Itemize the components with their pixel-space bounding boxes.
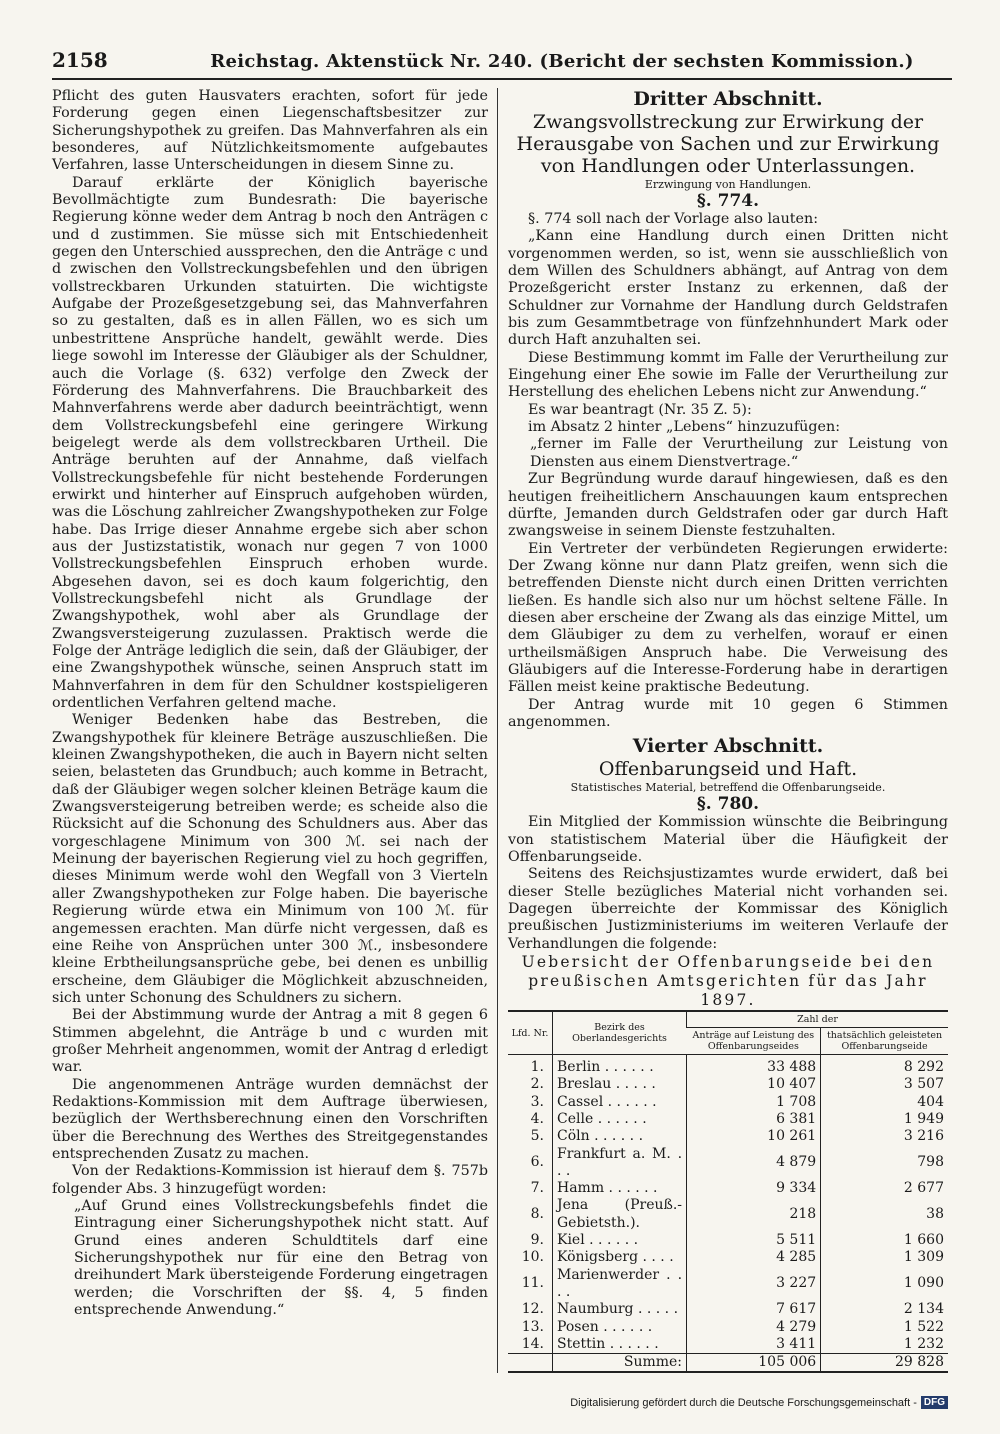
applications-cell: 4 285 [687, 1249, 821, 1266]
sum-applications: 105 006 [687, 1354, 821, 1373]
applications-cell: 218 [687, 1197, 821, 1232]
oaths-cell: 1 090 [821, 1267, 948, 1302]
table-row [508, 1055, 948, 1077]
district-cell: Jena (Preuß.-Gebietsth.). [553, 1197, 687, 1232]
district-cell: Kiel . . . . . . [553, 1232, 687, 1249]
district-cell: Celle . . . . . . [553, 1111, 687, 1128]
footer [570, 1396, 948, 1409]
paragraph-heading: §. 774. [696, 191, 760, 211]
table-row [508, 1128, 948, 1145]
applications-cell: 10 407 [687, 1076, 821, 1093]
column-header-bezirk: Bezirk des Oberlandesgerichts [553, 1011, 687, 1055]
table-row [508, 1232, 948, 1249]
oaths-cell: 3 216 [821, 1128, 948, 1145]
applications-cell: 6 381 [687, 1111, 821, 1128]
district-cell: Königsberg . . . . [553, 1249, 687, 1266]
paragraph-heading: §. 780. [696, 794, 760, 815]
district-cell: Hamm . . . . . . [553, 1180, 687, 1197]
sum-oaths: 29 828 [821, 1354, 948, 1373]
oaths-cell: 1 660 [821, 1232, 948, 1249]
footer-text: Digitalisierung gefördert durch die Deutsche Forschungsgemeinschaft - [570, 1396, 917, 1409]
row-number-cell: 14. [521, 1335, 544, 1352]
table-row [508, 1180, 948, 1197]
district-cell: Berlin . . . . . . [553, 1055, 687, 1077]
row-number-cell: 6. [530, 1154, 544, 1171]
table-row [508, 1319, 948, 1336]
page-header [52, 48, 952, 80]
district-cell: Stettin . . . . . . [553, 1336, 687, 1354]
row-number-cell: 10. [521, 1249, 544, 1266]
table-row [508, 1146, 948, 1181]
table-row [508, 1301, 948, 1318]
right-quote: Diese Bestimmung kommt im Falle der Verurtheilung zur Eingehung einer Ehe sowie im Falle der Verurtheilung zur Herstellung des ehelichen Lebens nicht zur Anwendung.“ [508, 349, 948, 401]
left-column [52, 88, 488, 1319]
district-cell: Naumburg . . . . . [553, 1301, 687, 1318]
table-row [508, 1094, 948, 1111]
oaths-cell: 3 507 [821, 1076, 948, 1093]
table-row [508, 1111, 948, 1128]
table-sum-row [508, 1354, 948, 1373]
column-header-nr: Lfd. Nr. [508, 1011, 553, 1055]
right-quote: „Kann eine Handlung durch einen Dritten nicht vorgenommen werden, so ist, wenn sie ausschließlich von dem Willen des Schuldners abhängt, auf Antrag von dem Prozeßgericht erster Instanz zu erkennen, daß der Schuldner zur Vornahme der Handlung durch Geldstrafen bis zum Gesammtbetrage von fünfzehnhundert Mark oder durch Haft anzuhalten sei. [508, 228, 948, 349]
row-number-cell: 1. [530, 1059, 544, 1076]
applications-cell: 9 334 [687, 1180, 821, 1197]
right-quote: „ferner im Falle der Verurtheilung zur Leistung von Diensten aus einem Dienstvertrage.“ [530, 436, 948, 470]
section-heading: Dritter Abschnitt. [633, 88, 823, 110]
row-number-cell: 7. [530, 1180, 544, 1197]
section-heading: Vierter Abschnitt. [632, 735, 824, 758]
district-cell: Frankfurt a. M. . . . [553, 1146, 687, 1181]
table-row [508, 1076, 948, 1093]
oaths-cell: 798 [821, 1146, 948, 1181]
table-row [508, 1336, 948, 1354]
oaths-cell: 404 [821, 1094, 948, 1111]
applications-cell: 3 227 [687, 1267, 821, 1302]
table-row [508, 1267, 948, 1302]
oaths-cell: 2 677 [821, 1180, 948, 1197]
district-cell: Cöln . . . . . . [553, 1128, 687, 1145]
column-divider [497, 88, 498, 1373]
section-small-heading: Statistisches Material, betreffend die Offenbarungseide. [570, 781, 886, 795]
column-header-antraege: Anträge auf Leistung des Offenbarungseides [687, 1028, 821, 1055]
oaths-cell: 38 [821, 1197, 948, 1232]
running-title: Reichstag. Aktenstück Nr. 240. (Bericht der sechsten Kommission.) [210, 51, 914, 72]
right-paragraph: §. 774 soll nach der Vorlage also lauten: [528, 211, 819, 227]
table-body [508, 1055, 948, 1373]
district-cell: Breslau . . . . . [553, 1076, 687, 1093]
left-paragraph: Weniger Bedenken habe das Bestreben, die Zwangshypothek für kleinere Beträge auszuschließen. Die kleinen Zwangshypotheken, die auch in Bayern nicht selten seien, belasteten das Grundbuch; auch komme in Betracht, daß der Gläubiger wegen solcher kleinen Beträge kaum die Zwangsversteigerung betreiben werde; es scheide also die Rücksicht auf die Schonung des Schuldners aus. Aber das vorgeschlagene Minimum von 300 ℳ. sei nach der Meinung der bayerischen Regierung viel zu hoch gegriffen, dieses Minimum werde wohl den Wegfall von 3 Vierteln aller Zwangshypotheken zur Folge haben. Die bayerische Regierung würde etwa ein Minimum von 100 ℳ. für angemessen erachten. Man dürfe nicht vergessen, daß es eine Reihe von Ansprüchen unter 300 ℳ., insbesondere kleine Erbtheilungsansprüche gebe, bei denen es unbillig erscheine, dem Gläubiger die Möglichkeit abzuschneiden, sich unter Schonung des Schuldners zu sichern. [52, 712, 488, 1006]
district-cell: Marienwerder . . . . [553, 1267, 687, 1302]
right-paragraph: Zur Begründung wurde darauf hingewiesen, daß es den heutigen freiheitlichern Anschauungen kaum entsprechen dürfte, Jemanden durch Geldstrafen oder gar durch Haft zwangsweise in seinem Dienste festzuhalten. [508, 471, 948, 540]
left-paragraph: Pflicht des guten Hausvaters erachten, sofort für jede Forderung gegen einen Liegenschaftsbesitzer zur Sicherungshypothek zu greifen. Das Mahnverfahren als ein besonderes, auf Nützlichkeitsmomente aufgebautes Verfahren, lasse Unterscheidungen in diesem Sinne zu. [52, 88, 488, 174]
table-row [508, 1197, 948, 1232]
sum-label: Summe: [553, 1354, 687, 1373]
right-paragraph: Seitens des Reichsjustizamtes wurde erwidert, daß bei dieser Stelle bezügliches Material nicht vorhanden sei. Dagegen überreichte der Kommissar des Königlich preußischen Justizministeriums im weiteren Verlaufe der Verhandlungen die folgende: [508, 866, 948, 952]
applications-cell: 1 708 [687, 1094, 821, 1111]
right-column [508, 88, 948, 1373]
row-number-cell: 2. [530, 1076, 544, 1093]
district-cell: Cassel . . . . . . [553, 1094, 687, 1111]
row-number-cell: 4. [530, 1110, 544, 1127]
statistics-table [508, 1010, 948, 1373]
row-number-cell: 9. [530, 1232, 544, 1249]
oaths-cell: 1 309 [821, 1249, 948, 1266]
left-paragraph: Darauf erklärte der Königlich bayerische Bevollmächtigte zum Bundesrath: Die bayerische Regierung könne weder dem Antrag b noch den Anträgen c und d zustimmen. Sie müsse sich mit Entschiedenheit gegen den Unterschied aussprechen, den die Anträge c und d zwischen den Vollstreckungsbefehlen und den übrigen vollstreckbaren Urkunden statuirten. Die wichtigste Aufgabe der Prozeßgesetzgebung sei, das Mahnverfahren so zu gestalten, daß es in allen Fällen, wo es sich um unbestrittene Ansprüche handelt, gewählt werde. Dies liege sowohl im Interesse der Gläubiger als der Schuldner, auch die Vorlage (§. 632) verfolge den Zweck der Förderung des Mahnverfahrens. Die Brauchbarkeit des Mahnverfahrens werde aber dadurch beeinträchtigt, wenn dem Vollstreckungsbefehl eine geringere Wirkung beigelegt werde als dem vollstreckbaren Urtheil. Die Anträge beruhten auf der Annahme, daß vielfach Vollstreckungsbefehle für nicht bestehende Forderungen erwirkt und hinterher auf Einspruch aufgehoben würden, was die Löschung zahlreicher Zwangshypotheken zur Folge habe. Das Irrige dieser Annahme ergebe sich aber schon aus der Justizstatistik, wonach nur gegen 7 von 1000 Vollstreckungsbefehlen Einspruch erhoben wurde. Abgesehen davon, sei es doch kaum folgerichtig, den Vollstreckungsbefehl nicht als Grundlage der Zwangshypothek, wohl aber als Grundlage der Zwangsversteigerung zuzulassen. Praktisch werde die Folge der Anträge lediglich die sein, daß der Gläubiger, der eine Zwangshypothek wünsche, seinen Anspruch statt im Mahnverfahren in dem für den Schuldner kostspieligeren ordentlichen Verfahren geltend mache. [52, 174, 488, 712]
left-paragraph: Von der Redaktions-Kommission ist hierauf dem §. 757b folgender Abs. 3 hinzugefügt worden: [52, 1163, 488, 1197]
column-header-geleistet: thatsächlich geleisteten Offenbarungseide [821, 1028, 948, 1055]
applications-cell: 4 279 [687, 1319, 821, 1336]
oaths-cell: 2 134 [821, 1301, 948, 1318]
row-number-cell: 13. [521, 1318, 544, 1335]
row-number-cell: 8. [530, 1206, 544, 1223]
applications-cell: 4 879 [687, 1146, 821, 1181]
right-paragraph: Der Antrag wurde mit 10 gegen 6 Stimmen angenommen. [508, 696, 948, 730]
section-subtitle: Zwangsvollstreckung zur Erwirkung der Herausgabe von Sachen und zur Erwirkung von Handlungen oder Unterlassungen. [516, 111, 940, 177]
right-paragraph: Ein Vertreter der verbündeten Regierungen erwiderte: Der Zwang könne nur dann Platz greifen, wenn sich die betreffenden Dienste nicht durch einen Dritten verrichten ließen. Es handle sich also nur um höchst seltene Fälle. In diesen aber erscheine der Zwang als das einzige Mittel, um dem Gläubiger zu dem zu verhelfen, worauf er einen urtheilsmäßigen Anspruch habe. Die Verweisung des Gläubigers auf die Interesse-Forderung habe in derartigen Fällen meist keine praktische Bedeutung. [508, 540, 948, 696]
right-paragraph: im Absatz 2 hinter „Lebens“ hinzuzufügen: [528, 419, 841, 436]
left-quote: „Auf Grund eines Vollstreckungsbefehls findet die Eintragung einer Sicherungshypothek nicht statt. Auf Grund eines anderen Schuldtitels darf eine Sicherungshypothek nur für eine den Betrag von dreihundert Mark übersteigende Forderung eingetragen werden; die Vorschriften der §§. 4, 5 finden entsprechende Anwendung.“ [74, 1198, 488, 1319]
applications-cell: 3 411 [687, 1336, 821, 1354]
applications-cell: 5 511 [687, 1232, 821, 1249]
applications-cell: 7 617 [687, 1301, 821, 1318]
oaths-cell: 1 522 [821, 1319, 948, 1336]
left-paragraph: Die angenommenen Anträge wurden demnächst der Redaktions-Kommission mit dem Auftrage überwiesen, bezüglich der Werthsberechnung einen den Vorschriften über die Berechnung des Werthes des Streitgegenstandes entsprechenden Zusatz zu machen. [52, 1076, 488, 1162]
table-title: Uebersicht der Offenbarungseide bei den preußischen Amtsgerichten für das Jahr 1897. [521, 953, 935, 1010]
page-number: 2158 [52, 48, 108, 72]
oaths-cell: 1 232 [821, 1336, 948, 1354]
applications-cell: 33 488 [687, 1055, 821, 1077]
dfg-logo: DFG [921, 1396, 948, 1409]
oaths-cell: 8 292 [821, 1055, 948, 1077]
row-number-cell: 12. [521, 1301, 544, 1318]
row-number-cell: 11. [521, 1275, 544, 1292]
district-cell: Posen . . . . . . [553, 1319, 687, 1336]
section-subtitle: Offenbarungseid und Haft. [598, 758, 858, 781]
right-paragraph: Ein Mitglied der Kommission wünschte die Beibringung von statistischem Material über die Häufigkeit der Offenbarungseide. [508, 814, 948, 865]
column-header-zahl: Zahl der [687, 1011, 948, 1028]
table-row [508, 1249, 948, 1266]
right-paragraph: Es war beantragt (Nr. 35 Z. 5): [528, 401, 752, 418]
oaths-cell: 1 949 [821, 1111, 948, 1128]
applications-cell: 10 261 [687, 1128, 821, 1145]
section-small-heading: Erzwingung von Handlungen. [644, 178, 812, 191]
row-number-cell: 5. [530, 1128, 544, 1145]
sum-spacer-cell [508, 1354, 553, 1373]
row-number-cell: 3. [530, 1093, 544, 1110]
left-paragraph: Bei der Abstimmung wurde der Antrag a mit 8 gegen 6 Stimmen abgelehnt, die Anträge b und c wurden mit großer Mehrheit angenommen, womit der Antrag d erledigt war. [52, 1007, 488, 1076]
